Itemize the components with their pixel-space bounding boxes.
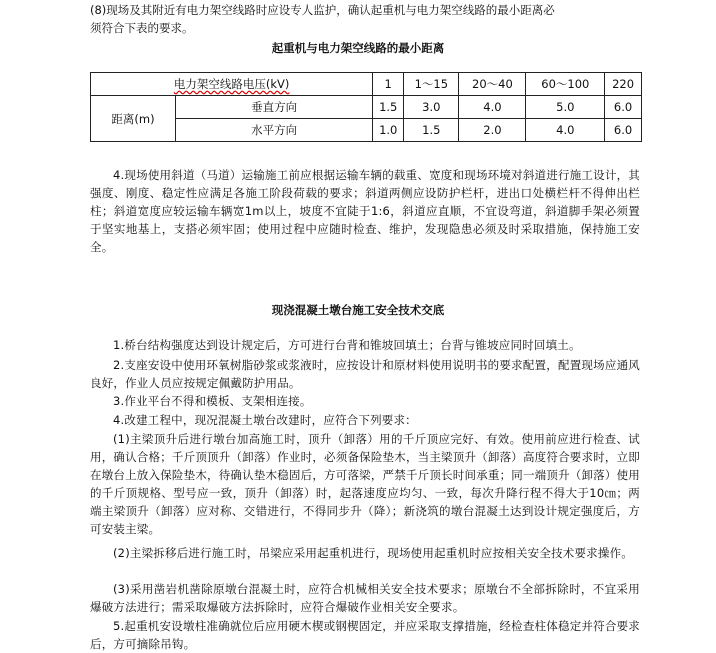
item-2-paragraph: 2.支座安设中使用环氧树脂砂浆或浆液时，应按设计和原材料使用说明书的要求配置，配置现场应通风良好，作业人员应按规定佩戴防护用品。 — [90, 358, 640, 390]
table-cell: 5.0 — [526, 96, 605, 119]
voltage-header-cell — [91, 73, 373, 96]
table-cell: 1.5 — [404, 119, 459, 142]
item-3-paragraph: 3.作业平台不得和模板、支架相连接。 — [113, 394, 312, 408]
table-cell: 6.0 — [605, 96, 642, 119]
table-cell: 1.5 — [373, 96, 404, 119]
paragraph-8-line-2: 须符合下表的要求。 — [90, 21, 194, 35]
table-cell: 1 — [373, 73, 404, 96]
paragraph-8-line-1: (8)现场及其附近有电力架空线路时应设专人监护，确认起重机与电力架空线路的最小距离必 — [90, 3, 555, 17]
sub-item-1-paragraph: (1)主梁顶升后进行墩台加高施工时，顶升（卸落）用的千斤顶应完好、有效。使用前应进行检查、试用，确认合格；千斤顶顶升（卸落）作业时，必须备保险垫木，当主梁顶升（卸落）高度符合要求时，立即在墩台上放入保险垫木，待确认垫木稳固后，方可落梁，严禁千斤顶长时间承重；同一端顶升（卸落）使用的千斤顶规格、型号应一致，顶升（卸落）时，起落速度应均匀、一致，每次升降行程不得大于10㎝；两端主梁顶升（卸落）应对称、交错进行，不得同步升（降）；新浇筑的墩台混凝土达到设计规定强度后，方可安装主梁。 — [90, 432, 640, 536]
distance-label-cell: 距离(m) — [91, 96, 176, 142]
table-row — [91, 96, 642, 119]
table-cell: 4.0 — [526, 119, 605, 142]
item-1-paragraph: 1.桥台结构强度达到设计规定后，方可进行台背和锥坡回填土；台背与锥坡应同时回填土。 — [113, 338, 581, 352]
table-cell: 220 — [605, 73, 642, 96]
table-cell: 3.0 — [404, 96, 459, 119]
table-cell: 60～100 — [526, 73, 605, 96]
item-4-paragraph: 4.改建工程中，现况混凝土墩台改建时，应符合下列要求： — [113, 413, 417, 427]
table-cell: 1.0 — [373, 119, 404, 142]
item-4-ramp-paragraph: 4.现场使用斜道（马道）运输施工前应根据运输车辆的载重、宽度和现场环境对斜道进行施工设计，其强度、刚度、稳定性应满足各施工阶段荷载的要求；斜道两侧应设防护栏杆，进出口处横栏杆不得伸出栏柱；斜道宽度应较运输车辆宽1m以上，坡度不宜陡于1:6，斜道应直顺，不宜设弯道，斜道脚手架必须置于坚实地基上，支搭必须牢固；使用过程中应随时检查、维护，发现隐患必须及时采取措施，保持施工安全。 — [90, 168, 640, 254]
table-header-row — [91, 73, 642, 96]
distance-table — [90, 72, 642, 142]
sub-item-3-paragraph: (3)采用凿岩机凿除原墩台混凝土时，应符合机械相关安全技术要求；原墩台不全部拆除时，不宜采用爆破方法进行；需采取爆破方法拆除时，应符合爆破作业相关安全要求。 — [90, 582, 640, 614]
direction-cell: 水平方向 — [176, 119, 373, 142]
table-cell: 6.0 — [605, 119, 642, 142]
voltage-header-label: 电力架空线路电压(kV) — [173, 77, 290, 91]
table-cell: 20～40 — [459, 73, 526, 96]
table-cell: 4.0 — [459, 96, 526, 119]
table-cell: 1～15 — [404, 73, 459, 96]
direction-cell: 垂直方向 — [176, 96, 373, 119]
section-title: 现浇混凝土墩台施工安全技术交底 — [271, 303, 445, 317]
table-title: 起重机与电力架空线路的最小距离 — [271, 41, 445, 55]
item-5-paragraph: 5.起重机安设墩柱准确就位后应用硬木楔或钢楔固定，并应采取支撑措施，经检查柱体稳定并符合要求后，方可摘除吊钩。 — [90, 619, 640, 651]
table-cell: 2.0 — [459, 119, 526, 142]
sub-item-2-paragraph: (2)主梁拆移后进行施工时，吊梁应采用起重机进行，现场使用起重机时应按相关安全技术要求操作。 — [113, 546, 633, 560]
